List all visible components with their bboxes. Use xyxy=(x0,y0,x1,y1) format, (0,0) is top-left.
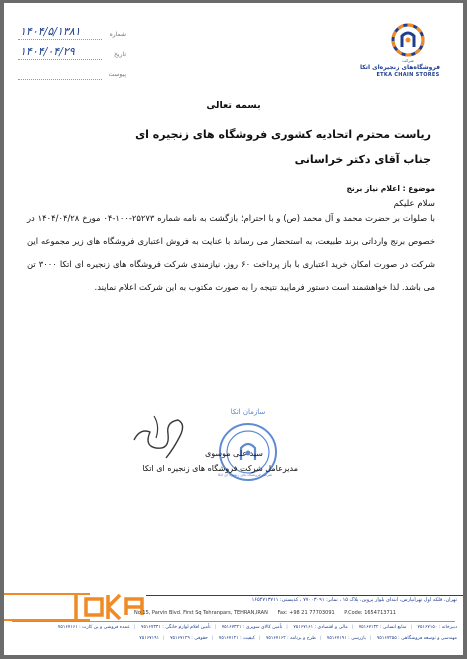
letter-attachment-row xyxy=(18,65,128,85)
letter-greeting: سلام علیکم xyxy=(393,199,435,209)
letter-attachment-label: پیوست xyxy=(108,71,126,78)
logo-name-fa: فروشگاه‌های زنجیره‌ای اتکا xyxy=(359,64,440,71)
letter-sheet xyxy=(4,3,463,655)
letter-meta xyxy=(18,25,128,85)
footer-phone: | طرح و برنامه : ۷۵۱۶۷۱۶۲ xyxy=(266,636,322,641)
logo-company-word: شرکت xyxy=(402,58,414,63)
footer-address-fa: تهران، فلکه اول تهرانپارس، ابتدای بلوار پروین، پلاک ۱۵ ، نمابر: ۷۷۰۰۳۰۹۱ ، کدپستی: ۱۶۵۴۷۱۳۷۱۱ xyxy=(251,597,457,603)
letter-date-line xyxy=(18,59,102,60)
letter-attachment-line xyxy=(18,79,102,80)
footer-phones-row-1 xyxy=(10,625,457,630)
signatory-name: سید علی موسوی xyxy=(204,449,263,458)
footer-phones-row-2 xyxy=(10,636,457,641)
footer-phone: مهندسی و توسعه فروشگاهی : ۷۵۱۶۷۲۵۵ xyxy=(376,636,457,641)
footer-fax-en: Fax: +98 21 77703091 xyxy=(277,610,335,616)
footer-phone: | ۷۵۱۶۷۱۹۱ xyxy=(139,636,164,641)
signatory-title: مدیرعامل شرکت فروشگاه های زنجیره ای اتکا xyxy=(142,464,298,473)
etka-logo-icon xyxy=(391,23,425,57)
letter-date-value: ۱۴۰۴/۰۴/۲۹ xyxy=(20,45,75,58)
letter-number-line xyxy=(18,39,102,40)
footer-phone: | تأمین کالای سوپری : ۷۵۱۶۷۳۲۱ xyxy=(222,625,288,630)
footer-phone: | تأمین اقلام لوازم خانگی : ۷۵۱۶۷۳۳۱ xyxy=(141,625,216,630)
footer-phone: | کیفیت : ۷۵۱۶۷۱۲۱ xyxy=(219,636,261,641)
signature-icon xyxy=(126,408,196,468)
footer-address-en-row xyxy=(134,610,464,616)
letter-number-row xyxy=(18,25,128,45)
footer-address-en: No 15, Parvin Blvd. First Sq Tehranpars, TEHRAN,IRAN xyxy=(134,610,268,616)
letter-date-row xyxy=(18,45,128,65)
footer-postcode-en: P.Code: 1654713711 xyxy=(344,610,397,616)
company-logo xyxy=(359,23,440,78)
footer-phone: | منابع انسانی : ۷۵۱۶۷۱۳۲ xyxy=(359,625,412,630)
addressee-line-1: ریاست محترم اتحادیه کشوری فروشگاه های زنجیره ای xyxy=(135,128,431,141)
footer-phone: | عمده فروشی و بن کارت : ۷۵۱۶۷۱۶۱ xyxy=(58,625,136,630)
footer-band xyxy=(4,589,463,625)
footer-phone: | مالی و اقتصادی : ۷۵۱۶۷۱۶۱ xyxy=(293,625,353,630)
letter-number-value: ۱۴۰۴/۵/۱۳۸۱ xyxy=(20,25,81,38)
letter-body: با صلوات بر حضرت محمد و آل محمد (ص) و با احترام؛ بازگشت به نامه شماره ۲۵۲۷۳-۱۰۰-۰۴ مورخ ۱۴۰۴/۰۴/۲۸ در خصوص برنج وارداتی برند طبیعت، به استحضار می رساند با عنایت به فروش اعتباری فروشگاه های زیر مجموعه این شرکت در صورت امکان خرید اعتباری با باز پرداخت ۶۰ روز، نیازمندی شرکت فروشگاه های زنجیره ای اتکا ۳۰۰۰ تن می باشد. لذا خواهشمند است دستور فرمایید نتیجه را به صورت مکتوب به این شرکت اعلام نمایند. xyxy=(27,213,436,292)
addressee-line-2: جناب آقای دکتر خراسانی xyxy=(294,153,431,166)
stamp-ring-text: شرکت فروشگاه های زنجیره ای اتکا xyxy=(217,473,272,477)
letter-subject: موضوع : اعلام نیاز برنج xyxy=(346,184,435,193)
letter-date-label: تاریخ xyxy=(114,51,126,58)
footer-divider xyxy=(12,621,455,622)
footer-phone: | بازرسی : ۷۵۱۶۷۱۹۱ xyxy=(327,636,372,641)
letter-number-label: شماره xyxy=(109,31,126,38)
logo-name-en: ETKA CHAIN STORES xyxy=(376,72,440,78)
footer-phone: | حقوقی : ۷۵۱۶۷۱۲۹ xyxy=(170,636,213,641)
invocation: بسمه تعالی xyxy=(206,100,261,111)
footer-phone: دبیرخانه : ۷۵۱۶۷۱۵۰ xyxy=(417,625,457,630)
stamp-title: سازمان اتکا xyxy=(230,408,266,416)
